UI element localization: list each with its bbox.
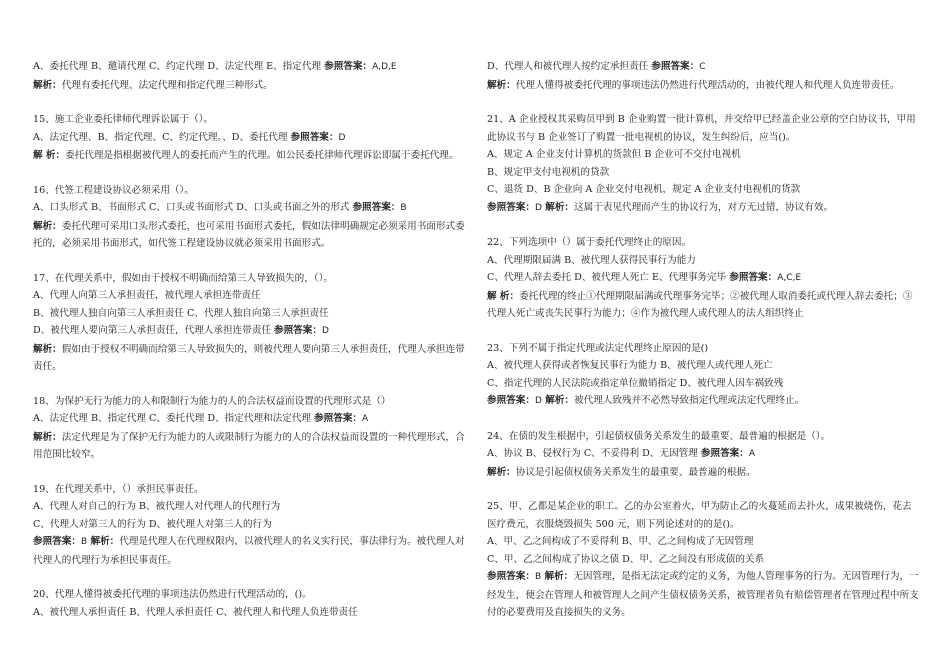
- text-line: [487, 288, 919, 323]
- text-line: [487, 445, 919, 464]
- line-text: 22、下列选项中（）属于委托代理终止的原因。: [487, 237, 692, 248]
- line-text: 委托代理可采用口头形式委托，也可采用书面形式委托，假如法律明确规定必须采用书面形式委托的，必须采用书面形式，如代签工程建设协议就必须采用书面形式。: [33, 220, 465, 249]
- line-text: A、口头形式 B、书面形式 C、口头或书面形式 D、口头或书面之外的形式: [33, 202, 353, 213]
- line-text: A、甲、乙之间构成了不妥得利 B、甲、乙之间构成了无因管理: [487, 536, 754, 547]
- line-text: 代理人懂得被委托代理的事项违法仍然进行代理活动的，由被代理人和代理人负连带责任。: [515, 79, 900, 91]
- line-text: B、规定甲支付电视机的贷款: [487, 166, 610, 178]
- line-text: A、协议 B、侵权行为 C、不妥得利 D、无因管理: [487, 448, 701, 459]
- text-line: [487, 58, 919, 77]
- text-line: [487, 252, 919, 270]
- line-text: D、被代理人要向第三人承担责任，代理人承担连带责任: [33, 325, 274, 336]
- question-block: [487, 340, 919, 411]
- answer-value: D: [338, 132, 346, 143]
- answer-label: 参照答案：: [352, 202, 401, 213]
- answer-label: 解 析：: [33, 150, 66, 161]
- answer-value: A: [748, 449, 756, 459]
- line-text: B、被代理人独自向第三人承担责任 C、代理人独自向第三人承担责任: [33, 307, 329, 319]
- line-text: A、代理人对自己的行为 B、被代理人对代理人的代理行为: [33, 501, 281, 512]
- question-block: [487, 58, 919, 94]
- line-text: C、代理人对第三人的行为 D、被代理人对第三人的行为: [33, 518, 272, 530]
- line-text: 委托代理的终止①代理期限届满或代理事务完毕；②被代理人取消委托或代理人辞去委托；③代理人死亡或丧失民事行为能力；④作为被代理人或代理人的法人组织终止: [487, 290, 913, 319]
- text-line: [487, 77, 919, 95]
- text-line: [487, 164, 919, 182]
- answer-value: C: [699, 62, 706, 72]
- line-text: C、退货 D、B 企业向 A 企业交付电视机，规定 A 企业支付电视机的货款: [487, 184, 801, 195]
- left-column: [33, 58, 465, 638]
- question-block: [33, 58, 465, 94]
- text-line: [487, 269, 919, 288]
- answer-label: 参照答案：: [487, 395, 535, 406]
- text-line: [33, 287, 465, 305]
- text-line: [33, 604, 465, 622]
- text-line: [487, 357, 919, 375]
- answer-label: 解析：: [487, 466, 516, 478]
- answer-label: 参照答案：: [274, 325, 322, 336]
- text-line: [33, 77, 465, 95]
- line-text: 23、下列不属于指定代理或法定代理终止原因的是(): [487, 342, 709, 354]
- answer-label: 参照答案：: [487, 201, 535, 213]
- text-line: [487, 464, 919, 482]
- text-line: [33, 341, 465, 376]
- line-text: 委托代理是指根据被代理人的委托而产生的代理。如公民委托律师代理诉讼即属于委托代理。: [65, 150, 459, 161]
- answer-label: 解析：: [33, 220, 62, 232]
- text-line: [487, 533, 919, 551]
- question-block: [33, 586, 465, 621]
- line-text: 24、在债的发生根据中，引起债权债务关系发生的最重要、最普遍的根据是（）。: [487, 430, 831, 442]
- answer-label: 解析：: [33, 343, 62, 355]
- text-line: [487, 234, 919, 252]
- line-text: C、代理人辞去委托 D、被代理人死亡 E、代理事务完毕: [487, 272, 730, 283]
- answer-label: 解析：: [33, 79, 62, 91]
- line-text: 20、代理人懂得被委托代理的事项违法仍然进行代理活动的，()。: [33, 589, 312, 600]
- line-text: 19、在代理关系中，（）承担民事责任。: [33, 483, 204, 495]
- analysis-label: 解析：: [87, 536, 120, 547]
- analysis-label: 解析：: [541, 201, 575, 213]
- line-text: A、代理期限届满 B、被代理人获得民事行为能力: [487, 254, 696, 266]
- text-line: [487, 375, 919, 393]
- text-line: [33, 199, 465, 218]
- answer-label: 参照答案：: [324, 61, 373, 72]
- text-line: [487, 498, 919, 533]
- line-text: A、委托代理 B、邀请代理 C、约定代理 D、法定代理 E、指定代理: [33, 61, 325, 72]
- analysis-label: 解析：: [541, 395, 575, 406]
- answer-label: 参照答案：: [487, 571, 535, 582]
- answer-value: A,D,E: [372, 62, 397, 72]
- line-text: 法定代理是为了保护无行为能力的人或限制行为能力的人的合法权益而设置的一种代理形式，合用范围比较窄。: [33, 431, 465, 460]
- text-line: [33, 586, 465, 604]
- answer-label: 参照答案：: [290, 131, 339, 143]
- answer-value: D: [534, 202, 542, 213]
- text-line: [487, 392, 919, 411]
- line-text: A、法定代理、B、指定代理、C、约定代理。、D、委托代理: [33, 131, 291, 143]
- answer-label: 参照答案：: [651, 61, 700, 72]
- answer-label: 参照答案：: [729, 272, 778, 283]
- text-line: [33, 516, 465, 534]
- text-line: [487, 428, 919, 446]
- answer-label: 解析：: [487, 79, 516, 91]
- right-column: [487, 58, 919, 639]
- line-text: A、规定 A 企业支付计算机的货款但 B 企业可不交付电视机: [487, 149, 741, 160]
- text-line: [33, 498, 465, 516]
- answer-value: B: [534, 572, 542, 582]
- line-text: 被代理人致残并不必然导致指定代理或法定代理终止。: [574, 395, 805, 406]
- text-line: [33, 305, 465, 323]
- text-line: [33, 129, 465, 148]
- line-text: C、甲、乙之间构成了协议之债 D、甲、乙之间没有形成债的关系: [487, 553, 765, 565]
- question-block: [33, 481, 465, 570]
- answer-value: D: [534, 396, 542, 406]
- line-text: 18、为保护无行为能力的人和限制行为能力的人的合法权益而设置的代理形式是（）: [33, 395, 391, 407]
- answer-value: B: [400, 203, 407, 213]
- answer-label: 参照答案：: [700, 448, 749, 459]
- line-text: D、代理人和被代理人按约定承担责任: [487, 61, 652, 72]
- line-text: A、被代理人承担责任 B、代理人承担责任 C、被代理人和代理人负连带责任: [33, 606, 358, 618]
- text-line: [487, 568, 919, 622]
- line-text: 代理有委托代理、法定代理和指定代理三种形式。: [61, 79, 273, 91]
- answer-label: 解析：: [33, 431, 62, 443]
- answer-value: A,C,E: [777, 273, 802, 283]
- line-text: A、法定代理 B、指定代理 C、委托代理 D、指定代理和法定代理: [33, 413, 315, 424]
- question-block: [487, 111, 919, 217]
- line-text: 25、甲、乙都是某企业的职工。乙的办公室着火，甲为防止乙的火蔓延而去扑火，成果被烧伤，花去医疗费元，衣服烧毁损失 500 元，则下列论述对的的是()。: [487, 501, 912, 530]
- text-line: [33, 533, 465, 569]
- text-line: [33, 322, 465, 341]
- question-block: [33, 393, 465, 464]
- text-line: [33, 218, 465, 253]
- line-text: 这属于表见代理而产生的协议行为，对方无过错，协议有效。: [574, 201, 834, 213]
- line-text: A、代理人向第三人承担责任，被代理人承担连带责任: [33, 290, 261, 301]
- question-block: [33, 270, 465, 376]
- text-line: [487, 181, 919, 199]
- text-line: [33, 270, 465, 288]
- question-block: [33, 182, 465, 253]
- text-line: [33, 481, 465, 499]
- line-text: 21、A 企业授权其采购员甲到 B 企业购置一批计算机，并交给甲已经盖企业公章的空白协议书，甲用此协议书与 B 企业签订了购置一批电视机的协议，发生纠纷后，应当()。: [487, 114, 916, 143]
- answer-value: A: [362, 414, 369, 424]
- line-text: 16、代签工程建设协议必须采用（）。: [33, 184, 194, 196]
- line-text: A、被代理人获得或者恢复民事行为能力 B、被代理人或代理人死亡: [487, 360, 773, 371]
- answer-label: 参照答案：: [33, 536, 81, 547]
- answer-value: D: [321, 326, 329, 336]
- line-text: 协议是引起债权债务关系发生的最重要、最普遍的根据。: [515, 466, 756, 478]
- answer-label: 解 析：: [487, 290, 520, 302]
- line-text: 代理是代理人在代理权限内，以被代理人的名义实行民，事法律行为。被代理人对代理人的代理行为承担民事责任。: [33, 536, 465, 566]
- text-line: [33, 410, 465, 429]
- answer-label: 参照答案：: [314, 413, 363, 424]
- line-text: 无因管理，是指无法定或约定的义务，为他人管理事务的行为。无因管理行为，一经发生，便会在管理人和被管理人之间产生债权债务关系，被管理者负有赔偿管理者在管理过程中所支付的必要费用及直接损失的义务。: [487, 571, 919, 618]
- text-line: [487, 551, 919, 569]
- question-block: [33, 111, 465, 165]
- line-text: 17、在代理关系中，假如由于授权不明确而给第三人导致损失的，（）。: [33, 272, 334, 284]
- text-line: [33, 182, 465, 200]
- text-line: [487, 111, 919, 146]
- line-text: 假如由于授权不明确而给第三人导致损失的，则被代理人要向第三人承担责任，代理人承担连带责任。: [33, 343, 465, 372]
- text-line: [33, 58, 465, 77]
- line-text: C、指定代理的人民法院或指定单位撤销指定 D、被代理人因车祸致残: [487, 377, 784, 389]
- text-line: [487, 146, 919, 164]
- text-line: [33, 111, 465, 129]
- text-line: [33, 429, 465, 464]
- question-block: [487, 234, 919, 323]
- text-line: [487, 340, 919, 358]
- analysis-label: 解析：: [541, 571, 574, 582]
- text-line: [33, 147, 465, 165]
- question-block: [487, 498, 919, 622]
- text-line: [487, 199, 919, 218]
- question-block: [487, 428, 919, 482]
- answer-value: B: [80, 537, 88, 547]
- text-line: [33, 393, 465, 411]
- line-text: 15、施工企业委托律师代理诉讼属于（）。: [33, 114, 214, 125]
